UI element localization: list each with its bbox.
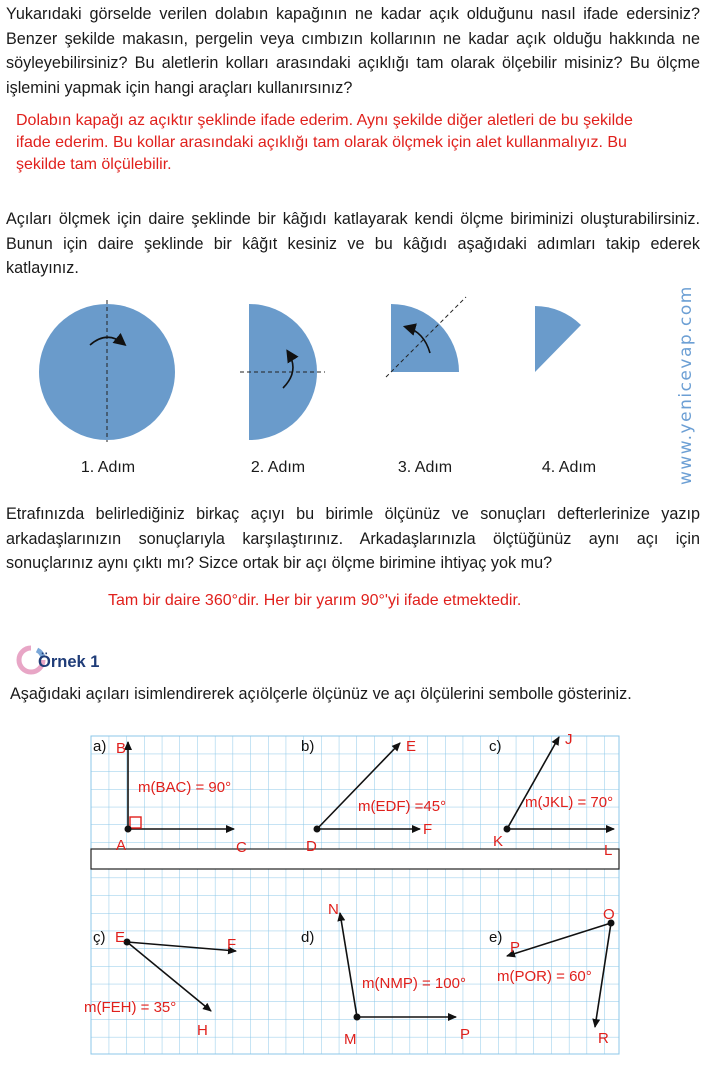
point-e-label: E	[406, 738, 417, 755]
point-c-label: C	[236, 839, 247, 856]
part-a-label: a)	[93, 738, 107, 755]
watermark: www.yenicevap.com	[676, 285, 696, 485]
vertex-c-point	[504, 826, 511, 833]
point-e-vertex-label: E	[115, 929, 126, 946]
measure-bac: m(BAC) = 90°	[138, 779, 232, 796]
measure-nmp: m(NMP) = 100°	[362, 975, 466, 992]
point-p-arm-label: P	[460, 1026, 471, 1043]
step-3-label: 3. Adım	[397, 459, 453, 476]
vertex-d-point	[354, 1014, 361, 1021]
answer-1: Dolabın kapağı az açıktır şeklinde ifade ederim. Aynı şekilde diğer aletleri de bu şekilde ifade ederim. Bu kollar arasındaki açıklığı tam olarak ölçmek için alet kullanmalıyız. Bu şekilde tam ölçülebilir.	[16, 112, 633, 173]
measure-jkl: m(JKL) = 70°	[525, 794, 614, 811]
point-d-label: D	[306, 838, 317, 855]
point-h-label: H	[197, 1022, 208, 1039]
example-title: Örnek 1	[38, 653, 100, 671]
answer-2: Tam bir daire 360°dir. Her bir yarım 90°'yi ifade etmektedir.	[108, 592, 522, 609]
point-r-label: R	[598, 1030, 609, 1047]
example-instruction: Aşağıdaki açıları isimlendirerek açıölçerle ölçünüz ve açı ölçülerini sembolle gösteriniz.	[10, 685, 632, 703]
point-a-label: A	[116, 837, 127, 854]
point-f-arm-label: F	[227, 936, 237, 953]
point-k-label: K	[493, 833, 504, 850]
part-d-label: d)	[301, 929, 315, 946]
point-o-label: O	[603, 906, 615, 923]
point-f-label: F	[423, 821, 433, 838]
step-1-label: 1. Adım	[80, 459, 136, 476]
point-j-label: J	[565, 731, 573, 748]
part-e-label: e)	[489, 929, 503, 946]
point-l-label: L	[604, 842, 613, 859]
point-n-label: N	[328, 901, 339, 918]
point-b-label: B	[116, 740, 127, 757]
part-c-label: c)	[489, 738, 502, 755]
measure-feh: m(FEH) = 35°	[84, 999, 177, 1016]
point-p-label: P	[510, 939, 521, 956]
measure-por: m(POR) = 60°	[497, 968, 592, 985]
vertex-b-point	[314, 826, 321, 833]
part-c-cedilla-label: ç)	[93, 929, 106, 946]
measure-edf: m(EDF) =45°	[358, 798, 447, 815]
part-b-label: b)	[301, 738, 315, 755]
intro-question: Yukarıdaki görselde verilen dolabın kapağının ne kadar açık olduğunu nasıl ifade edersiniz? Benzer şekilde makasın, pergelin veya cımbızın kollarının ne kadar açık olduğu hakkında ne söyleyebilirsiniz? Bu aletlerin kolları arasındaki açıklığı tam olarak ölçebilir misiniz? Bu ölçme işlemini yapmak için hangi araçları kullanırsınız?	[6, 5, 700, 97]
measure-instructions: Etrafınızda belirlediğiniz birkaç açıyı bu birimle ölçünüz ve sonuçları defterlerinize yazıp arkadaşlarınızın sonuçlarıyla karşılaştırınız. Arkadaşlarınızla ölçtüğünüz aynı açı için sonuçlarınız aynı çıktı mı? Sizce ortak bir açı ölçme birimine ihtiyaç yok mu?	[6, 505, 700, 572]
folding-instructions: Açıları ölçmek için daire şeklinde bir kâğıdı katlayarak kendi ölçme biriminizi oluşturabilirsiniz. Bunun için daire şeklinde bir kâğıt kesiniz ve bu kâğıdı aşağıdaki adımları takip ederek katlayınız.	[6, 210, 700, 277]
step-4-label: 4. Adım	[541, 459, 597, 476]
step-2-label: 2. Adım	[250, 459, 306, 476]
point-m-label: M	[344, 1031, 357, 1048]
vertex-a-point	[125, 826, 132, 833]
divider-bar	[91, 849, 619, 869]
